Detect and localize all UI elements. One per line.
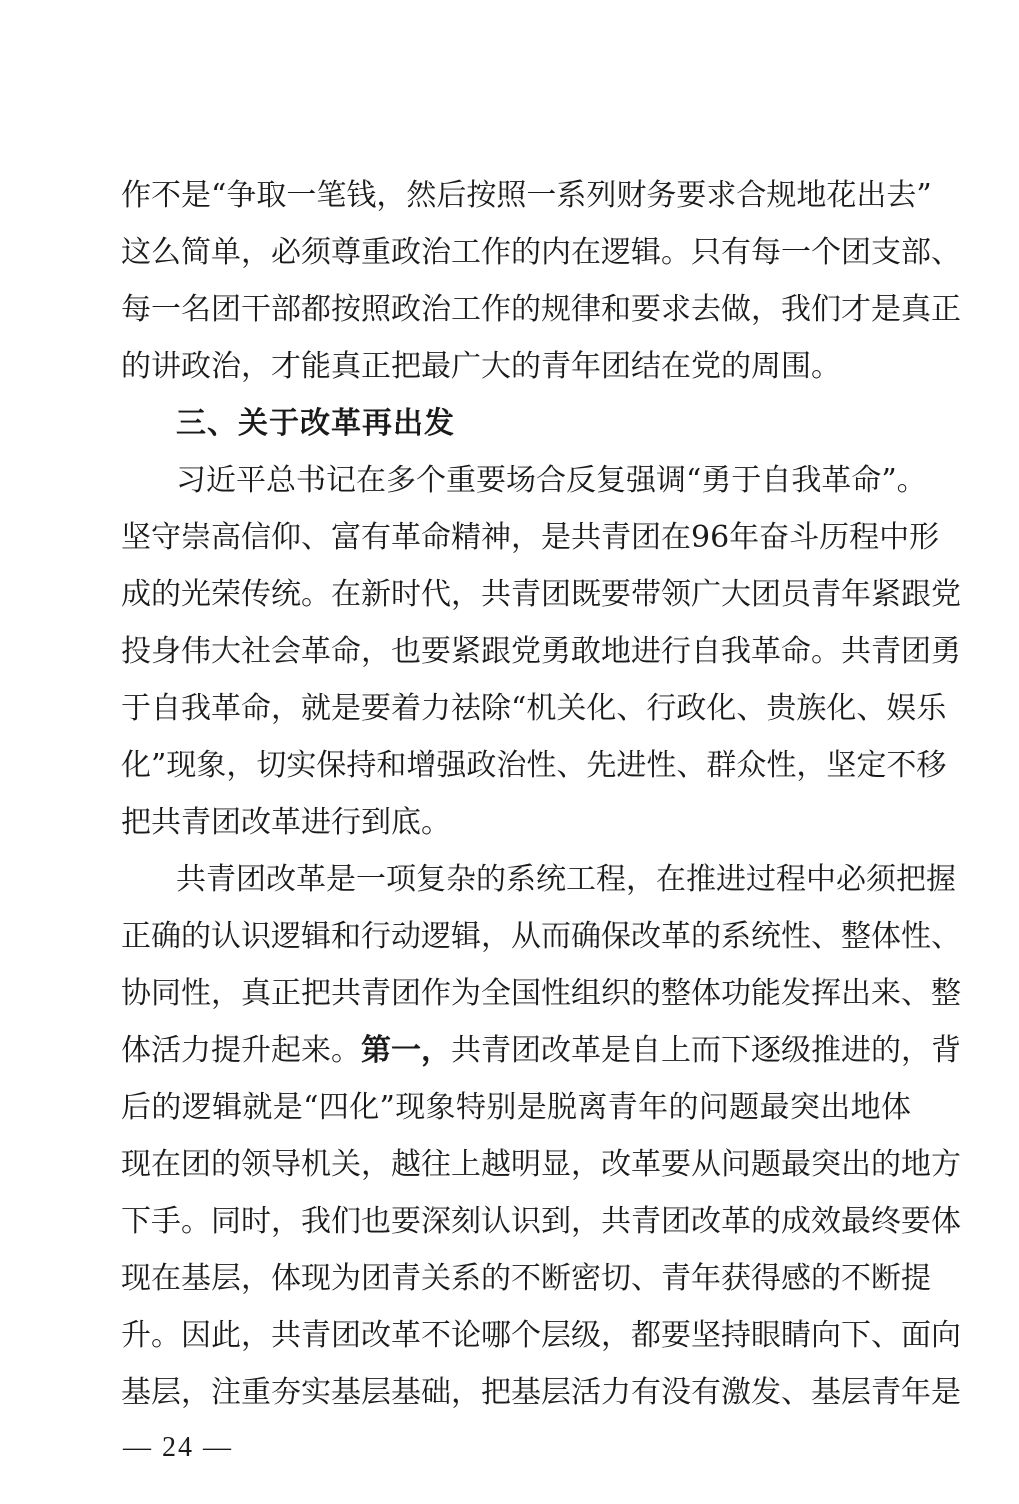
- body-text-line: 的讲政治，才能真正把最广大的青年团结在党的周围。: [121, 349, 841, 384]
- body-text-segment: 体活力提升起来。: [121, 1033, 361, 1068]
- body-text-line: 协同性，真正把共青团作为全国性组织的整体功能发挥出来、整: [121, 976, 961, 1011]
- page-number: — 24 —: [123, 1432, 233, 1463]
- body-text-line: 习近平总书记在多个重要场合反复强调“勇于自我革命”。: [176, 463, 927, 498]
- emphasis-first: 第一，: [361, 1033, 451, 1068]
- body-text-line: 现在团的领导机关，越往上越明显，改革要从问题最突出的地方: [121, 1147, 961, 1182]
- body-text-segment: 共青团改革是自上而下逐级推进的，背: [451, 1033, 961, 1068]
- body-text-line: 于自我革命，就是要着力祛除“机关化、行政化、贵族化、娱乐: [121, 691, 947, 726]
- body-text-line: 正确的认识逻辑和行动逻辑，从而确保改革的系统性、整体性、: [121, 919, 961, 954]
- section-heading: 三、关于改革再出发: [176, 406, 455, 441]
- body-text-line: 升。因此，共青团改革不论哪个层级，都要坚持眼睛向下、面向: [121, 1318, 961, 1353]
- body-text-line: 把共青团改革进行到底。: [121, 805, 451, 840]
- body-text-line: 共青团改革是一项复杂的系统工程，在推进过程中必须把握: [176, 862, 956, 897]
- body-text-line: 这么简单，必须尊重政治工作的内在逻辑。只有每一个团支部、: [121, 235, 961, 270]
- body-text-line: 投身伟大社会革命，也要紧跟党勇敢地进行自我革命。共青团勇: [121, 634, 961, 669]
- body-text-line: 成的光荣传统。在新时代，共青团既要带领广大团员青年紧跟党: [121, 577, 961, 612]
- body-text-line: 每一名团干部都按照政治工作的规律和要求去做，我们才是真正: [121, 292, 961, 327]
- body-text-line: 现在基层，体现为团青关系的不断密切、青年获得感的不断提: [121, 1261, 931, 1296]
- body-text-line: 下手。同时，我们也要深刻认识到，共青团改革的成效最终要体: [121, 1204, 961, 1239]
- body-text-line: 基层，注重夯实基层基础，把基层活力有没有激发、基层青年是: [121, 1375, 961, 1410]
- body-text-line-with-emphasis: [121, 1029, 961, 1073]
- body-text-line: 化”现象，切实保持和增强政治性、先进性、群众性，坚定不移: [121, 748, 947, 783]
- body-text-line: 后的逻辑就是“四化”现象特别是脱离青年的问题最突出地体: [121, 1090, 911, 1125]
- body-text-line: 坚守崇高信仰、富有革命精神，是共青团在96年奋斗历程中形: [121, 520, 940, 555]
- body-text-line: 作不是“争取一笔钱，然后按照一系列财务要求合规地花出去”: [121, 178, 932, 213]
